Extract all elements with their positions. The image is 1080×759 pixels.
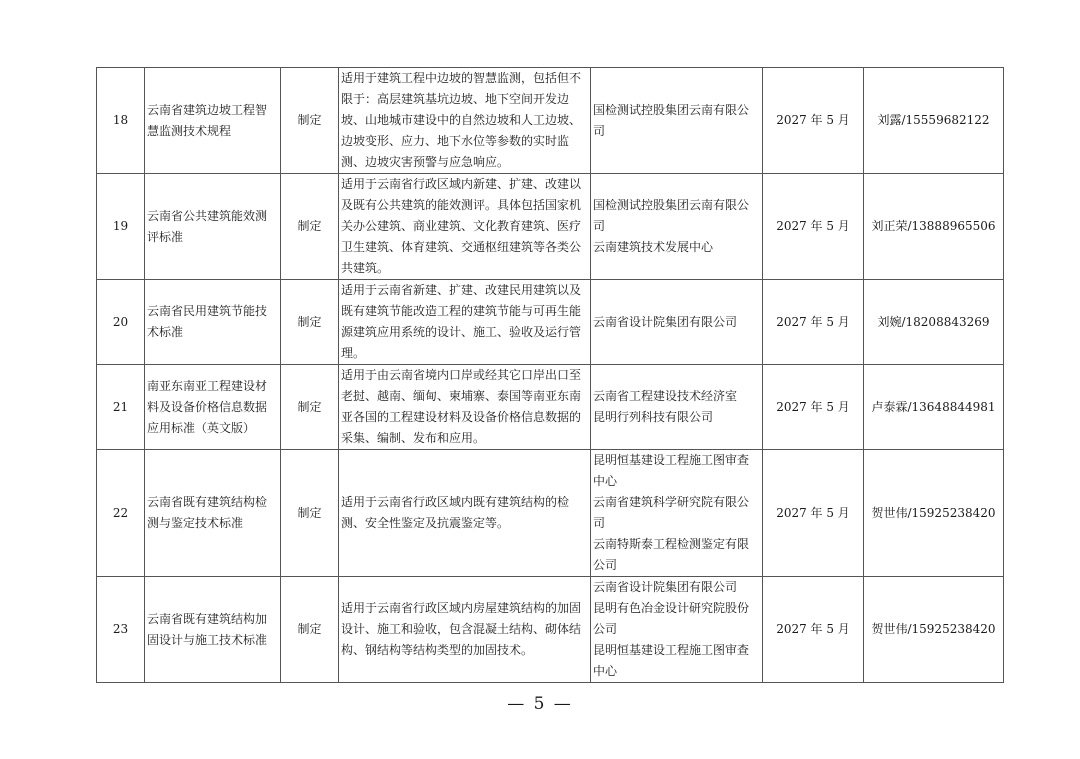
table-row: [97, 450, 1004, 577]
scope-description: 适用于云南省新建、扩建、改建民用建筑以及既有建筑节能改造工程的建筑节能与可再生能源建筑应用系统的设计、施工、验收及运行管理。: [339, 280, 591, 365]
project-type: 制定: [281, 280, 339, 365]
standard-name: 云南省公共建筑能效测评标准: [145, 174, 281, 280]
drafting-units: [591, 174, 763, 280]
standards-table: [96, 67, 1004, 683]
contact-person: 卢泰霖/13648844981: [864, 365, 1004, 450]
project-type: 制定: [281, 68, 339, 174]
table-row: [97, 365, 1004, 450]
drafting-units: [591, 68, 763, 174]
table-row: [97, 68, 1004, 174]
row-number: 19: [97, 174, 145, 280]
scope-description: 适用于云南省行政区域内新建、扩建、改建以及既有公共建筑的能效测评。具体包括国家机关办公建筑、商业建筑、文化教育建筑、医疗卫生建筑、体育建筑、交通枢纽建筑等各类公共建筑。: [339, 174, 591, 280]
completion-date: 2027 年 5 月: [763, 450, 864, 577]
drafting-units: [591, 365, 763, 450]
contact-person: 刘露/15559682122: [864, 68, 1004, 174]
drafting-unit: 云南省设计院集团有限公司: [593, 580, 738, 594]
drafting-units: [591, 280, 763, 365]
contact-person: 贺世伟/15925238420: [864, 577, 1004, 683]
drafting-unit: 云南省工程建设技术经济室: [593, 389, 738, 403]
completion-date: 2027 年 5 月: [763, 68, 864, 174]
contact-person: 刘婉/18208843269: [864, 280, 1004, 365]
contact-person: 贺世伟/15925238420: [864, 450, 1004, 577]
drafting-unit: 云南省设计院集团有限公司: [593, 314, 738, 329]
completion-date: 2027 年 5 月: [763, 174, 864, 280]
drafting-unit: 云南省建筑科学研究院有限公司: [593, 495, 750, 530]
row-number: 18: [97, 68, 145, 174]
table-row: [97, 174, 1004, 280]
completion-date: 2027 年 5 月: [763, 365, 864, 450]
drafting-unit: 昆明恒基建设工程施工图审查中心: [593, 643, 750, 678]
drafting-unit: 国检测试控股集团云南有限公司: [593, 102, 750, 138]
row-number: 21: [97, 365, 145, 450]
drafting-unit: 国检测试控股集团云南有限公司: [593, 198, 750, 233]
project-type: 制定: [281, 174, 339, 280]
standard-name: 南亚东南亚工程建设材料及设备价格信息数据应用标准（英文版）: [145, 365, 281, 450]
row-number: 20: [97, 280, 145, 365]
scope-description: 适用于由云南省境内口岸或经其它口岸出口至老挝、越南、缅甸、柬埔寨、泰国等南亚东南亚各国的工程建设材料及设备价格信息数据的采集、编制、发布和应用。: [339, 365, 591, 450]
page-number: — 5 —: [507, 694, 573, 714]
row-number: 22: [97, 450, 145, 577]
scope-description: 适用于云南省行政区域内既有建筑结构的检测、安全性鉴定及抗震鉴定等。: [339, 450, 591, 577]
drafting-unit: 昆明行列科技有限公司: [593, 410, 714, 424]
standard-name: 云南省建筑边坡工程智慧监测技术规程: [145, 68, 281, 174]
completion-date: 2027 年 5 月: [763, 280, 864, 365]
scope-description: 适用于建筑工程中边坡的智慧监测，包括但不限于：高层建筑基坑边坡、地下空间开发边坡、山地城市建设中的自然边坡和人工边坡、边坡变形、应力、地下水位等参数的实时监测、边坡灾害预警与应急响应。: [339, 68, 591, 174]
standard-name: 云南省既有建筑结构检测与鉴定技术标准: [145, 450, 281, 577]
project-type: 制定: [281, 577, 339, 683]
drafting-unit: 云南特斯泰工程检测鉴定有限公司: [593, 537, 750, 572]
completion-date: 2027 年 5 月: [763, 577, 864, 683]
drafting-unit: 昆明恒基建设工程施工图审查中心: [593, 453, 750, 488]
table-row: [97, 577, 1004, 683]
drafting-unit: 云南建筑技术发展中心: [593, 240, 714, 254]
row-number: 23: [97, 577, 145, 683]
scope-description: 适用于云南省行政区域内房屋建筑结构的加固设计、施工和验收，包含混凝土结构、砌体结构、钢结构等结构类型的加固技术。: [339, 577, 591, 683]
standard-name: 云南省民用建筑节能技术标准: [145, 280, 281, 365]
project-type: 制定: [281, 365, 339, 450]
table-row: [97, 280, 1004, 365]
contact-person: 刘正荣/13888965506: [864, 174, 1004, 280]
drafting-units: [591, 450, 763, 577]
drafting-unit: 昆明有色冶金设计研究院股份公司: [593, 601, 750, 636]
drafting-units: [591, 577, 763, 683]
project-type: 制定: [281, 450, 339, 577]
standard-name: 云南省既有建筑结构加固设计与施工技术标准: [145, 577, 281, 683]
